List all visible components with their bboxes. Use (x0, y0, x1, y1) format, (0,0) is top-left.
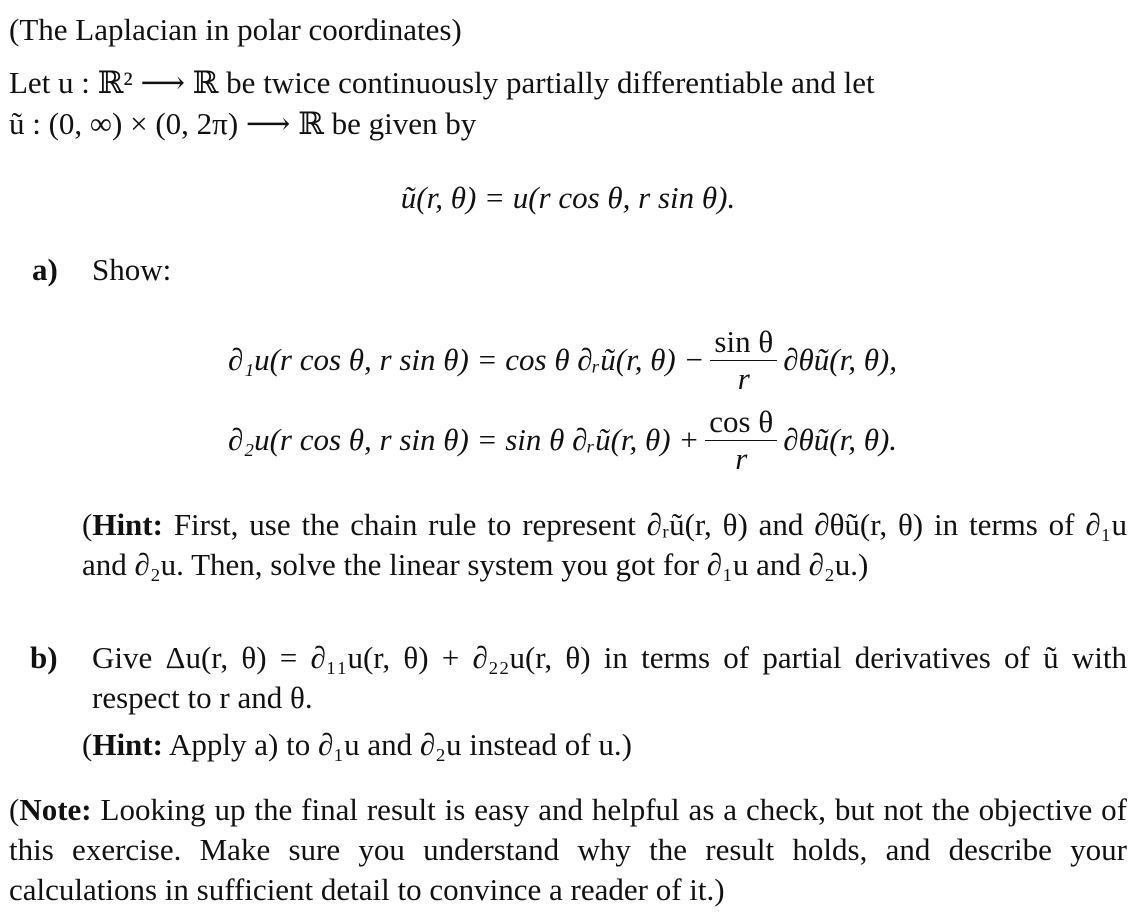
eq1-denominator: r (737, 360, 750, 396)
part-a-text: Show: (92, 252, 172, 287)
part-a-hint-text: First, use the chain rule to represent ∂ᵣũ(r, θ) and ∂θũ(r, θ) in terms of ∂₁u and ∂₂u. Then, solve the linear system you got for ∂₁u and ∂₂u.) (82, 507, 1127, 582)
eq2-fraction (705, 404, 777, 477)
part-a-label: a) (32, 252, 58, 287)
intro-line-1: Let u : ℝ² ⟶ ℝ be twice continuously partially differentiable and let (9, 65, 875, 100)
equation-2 (228, 400, 897, 480)
intro-line-2: ũ : (0, ∞) × (0, 2π) ⟶ ℝ be given by (9, 106, 477, 141)
eq1-tail: ∂θũ(r, θ), (783, 342, 898, 377)
exercise-title: (The Laplacian in polar coordinates) (9, 12, 462, 47)
part-b-label: b) (30, 640, 58, 675)
part-b-hint: (Hint: Apply a) to ∂₁u and ∂₂u instead of u.) (82, 727, 632, 762)
eq2-denominator: r (735, 440, 748, 476)
eq1-fraction (710, 324, 777, 397)
part-b-hint-label: Hint: (92, 727, 163, 762)
note-label: Note: (19, 792, 92, 827)
definition-equation: ũ(r, θ) = u(r cos θ, r sin θ). (400, 180, 736, 215)
eq2-numerator: cos θ (705, 404, 777, 441)
eq2-tail: ∂θũ(r, θ). (783, 422, 898, 457)
part-b-text: Give Δu(r, θ) = ∂₁₁u(r, θ) + ∂₂₂u(r, θ) in terms of partial derivatives of ũ with respect to r and θ. (92, 640, 1127, 715)
part-b-hint-text: Apply a) to ∂₁u and ∂₂u instead of u.) (169, 727, 632, 762)
eq1-numerator: sin θ (710, 324, 777, 361)
part-a-hint: (Hint: First, use the chain rule to represent ∂ᵣũ(r, θ) and ∂θũ(r, θ) in terms of ∂₁u and ∂₂u. Then, solve the linear system you got for ∂₁u and ∂₂u.) (82, 507, 1127, 582)
eq1-lhs: ∂₁u(r cos θ, r sin θ) = cos θ ∂ᵣũ(r, θ) − (228, 342, 705, 377)
part-a-hint-label: Hint: (92, 507, 163, 542)
note-paragraph: (Note: Looking up the final result is easy and helpful as a check, but not the objective of this exercise. Make sure you understand why the result holds, and describe your calculations in sufficient detail to convince a reader of it.) (9, 792, 1128, 907)
note-text: Looking up the final result is easy and helpful as a check, but not the objective of this exercise. Make sure you understand why the result holds, and describe your calculations in sufficient detail to convince a reader of it.) (9, 792, 1128, 907)
equation-1 (228, 320, 897, 400)
eq2-lhs: ∂₂u(r cos θ, r sin θ) = sin θ ∂ᵣũ(r, θ) + (228, 422, 700, 457)
